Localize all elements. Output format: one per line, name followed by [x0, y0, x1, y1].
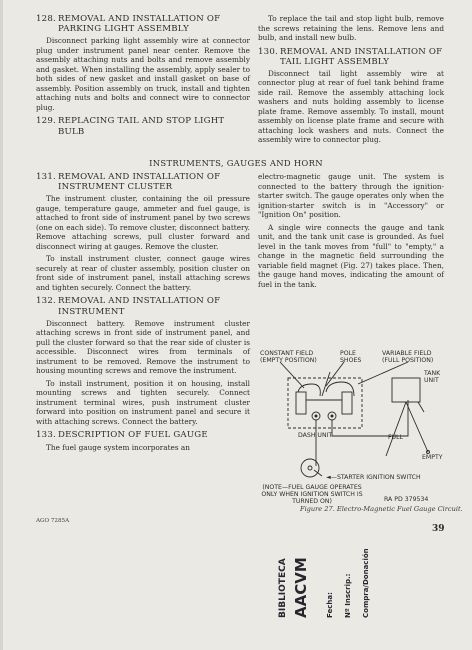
heading-130: [258, 47, 444, 67]
library-stamp: [268, 532, 458, 618]
section-128: [36, 14, 250, 139]
heading-133: [36, 430, 250, 440]
heading-133-number: 133.: [36, 430, 56, 441]
page-edge-shadow: [0, 0, 3, 650]
heading-129: [36, 116, 250, 136]
heading-132: [36, 296, 250, 316]
heading-131-number: 131.: [36, 172, 56, 182]
heading-130-number: 130.: [258, 46, 278, 57]
label-starter-switch: ◄—STARTER IGNITION SWITCH: [326, 474, 421, 481]
fuel-gauge-paragraph-1: electro-magnetic gauge unit. The system is connected to the battery through the ignition-starter switch. The gauge operates only when the ignition-starter switch is in "Accessory" or "Ignition On" position.: [258, 172, 444, 219]
label-tank-unit: TANK UNIT: [424, 370, 441, 384]
heading-131-line1: REMOVAL AND INSTALLATION OF: [58, 172, 221, 182]
right-column-bottom: [258, 172, 444, 292]
fuel-gauge-circuit-figure: [258, 348, 454, 506]
heading-131-line2: INSTRUMENT CLUSTER: [58, 182, 173, 193]
figure-caption: Figure 27. Electro-Magnetic Fuel Gauge Circuit.: [300, 505, 463, 513]
stamp-fecha: Fecha:: [326, 592, 334, 618]
fuel-gauge-paragraph-2: A single wire connects the gauge and tank unit, and the tank unit case is grounded. As fuel level in the tank moves from "full" to "empty," a change in the magnetic field surrounding the variable field magnet (Fig. 27) takes place. Then, the gauge hand moves, indicating the amount of fuel in the tank.: [258, 222, 444, 289]
section-130-paragraph: Disconnect tail light assembly wire at connector plug at rear of fuel tank behind frame side rail. Remove the assembly attaching lock washers and nuts holding assembly to license plate frame. Remove assembly. To install, mount assembly on license plate frame and secure with attaching lock washers and nuts. Connect the assembly wire to connector plug.: [258, 68, 444, 145]
stamp-inscripcion: Nº Inscrip.:: [344, 573, 352, 618]
stamp-compra-donacion: Compra/Donación: [362, 548, 370, 618]
section-132-paragraph-2: To install instrument, position it on housing, install mounting screws and tighten securely. Connect instrument terminal wires, push instrument cluster forward into position on instrument panel and secure it with attaching screws. Connect the battery.: [36, 378, 250, 426]
section-133-paragraph: The fuel gauge system incorporates an: [46, 442, 190, 452]
chapter-title: INSTRUMENTS, GAUGES AND HORN: [149, 158, 323, 168]
section-128-paragraph: Disconnect parking light assembly wire at connector plug under instrument panel near center. Remove the assembly attaching nuts and bolts and remove assembly and gasket. When installing the assembly, apply sealer to both sides of new gasket and install gasket on base of assembly. Position assembly on truck, install and tighten attaching nuts and bolts and connect wire to connector plug.: [36, 36, 250, 112]
heading-132-number: 132.: [36, 296, 56, 307]
heading-132-line1: REMOVAL AND INSTALLATION OF: [58, 296, 221, 307]
label-dash-unit: DASH UNIT: [298, 432, 333, 439]
left-column-bottom: [36, 172, 250, 455]
label-pole-shoes: POLE SHOES: [340, 350, 362, 364]
section-132-paragraph-1: Disconnect battery. Remove instrument cluster attaching screws in front side of instrument panel, and pull the cluster forward so that the rear side of cluster is accessible. Disconnect wires from terminals of instrument to be removed. Remove the instrument to housing mounting screws and remove the instrument.: [36, 318, 250, 376]
heading-128-line1: REMOVAL AND INSTALLATION OF: [58, 14, 221, 24]
heading-129-line1: REPLACING TAIL AND STOP LIGHT: [58, 116, 225, 127]
stamp-biblioteca: BIBLIOTECA: [278, 558, 288, 618]
heading-129-number: 129.: [36, 116, 56, 127]
stamp-aacvm: AACVM: [292, 557, 310, 618]
heading-128-number: 128.: [36, 14, 56, 24]
heading-128: [36, 14, 250, 34]
heading-132-line2: INSTRUMENT: [58, 306, 125, 317]
heading-129-line2: BULB: [58, 126, 85, 137]
label-note: (NOTE—FUEL GAUGE OPERATES ONLY WHEN IGNITION SWITCH IS TURNED ON): [261, 484, 363, 505]
heading-130-line1: REMOVAL AND INSTALLATION OF: [280, 46, 443, 57]
section-131-paragraph-1: The instrument cluster, containing the oil pressure gauge, temperature gauge, ammeter and fuel gauge, is attached to front side of instrument panel by two screws (one on each side). To remove cluster, disconnect battery. Remove attaching screws, pull cluster forward and disconnect wiring at gauges. Remove the cluster.: [36, 194, 250, 251]
label-constant-field: CONSTANT FIELD (EMPTY POSITION): [260, 350, 317, 364]
heading-133-line1: DESCRIPTION OF FUEL GAUGE: [58, 430, 208, 441]
right-column-top: [258, 14, 444, 148]
heading-130-line2: TAIL LIGHT ASSEMBLY: [280, 56, 390, 67]
label-variable-field: VARIABLE FIELD (FULL POSITION): [382, 350, 434, 364]
label-rapd: RA PD 379534: [384, 496, 429, 503]
page-number: 39: [432, 524, 445, 534]
section-131-paragraph-2: To install instrument cluster, connect gauge wires securely at rear of cluster assembly, position cluster on front side of instrument panel, install attaching screws and tighten securely. Connect the battery.: [36, 254, 250, 292]
label-full: FULL: [388, 434, 403, 441]
footer-ago: AGO 7285A: [36, 518, 70, 524]
section-129-paragraph: To replace the tail and stop light bulb, remove the screws retaining the lens. Remove lens and bulb, and install new bulb.: [258, 14, 444, 42]
heading-128-line2: PARKING LIGHT ASSEMBLY: [58, 24, 189, 35]
heading-131: [36, 172, 250, 192]
label-empty: EMPTY: [422, 454, 443, 461]
